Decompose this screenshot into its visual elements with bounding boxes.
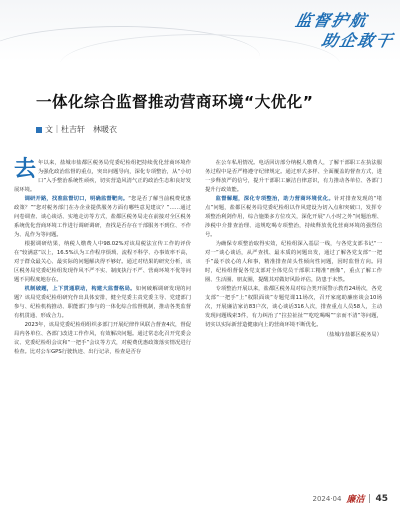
paragraph-text: 年以来，盐城市盐都区税务局党委纪检组把持续优化营商环境作为强化政治监督的重点，突出问题导向，深化专项整治，从“小切口”入手整治系统性顽疾，切实营造风清气正的政治生态和良好发展环境。 xyxy=(14,160,191,193)
paragraph xyxy=(205,159,382,195)
paragraph-text: 2023年，该局党委纪检组组织多部门开展纪律作风联合督查4次，督促局内各单位、各部门改进工作作风，有效解决问题。通过常态化召开党委会议、党委纪检组会议和“一把手”会议等方式，对税费优惠政策落实情况进行检查。比对公车GPS行驶轨迹、出行记录，检查是否存 xyxy=(14,322,191,355)
header-banner xyxy=(0,0,400,62)
article-title: 一体化综合监督推动营商环境“大优化” xyxy=(36,93,314,111)
byline xyxy=(36,124,117,135)
byline-text: 文｜杜吉轩 林暖衣 xyxy=(45,125,117,134)
paragraph xyxy=(205,331,382,340)
footer-divider xyxy=(369,494,370,503)
paragraph-text: 专项整治开展以来，盐都区税务局对综合类开展警示教育24场次，各党支部“一把手”上“权限面谈”专题党课11场次，召开家庭助廉座谈会10场次，开展廉洁家访83户次，谈心谈话316人次，排查重点人员58人，主动发现问题线索3件，有力纠治了“拉拉扯扯”“吃吃喝喝”“亲而不清”等问题，切实以实际新营造健康向上的营商环境不断优化。 xyxy=(205,286,382,328)
magazine-logo: 廉洁 xyxy=(346,495,365,505)
page-footer xyxy=(313,492,389,505)
paragraph-text: 为确保专项整治取得实效，纪检组深入基层一线，与各党支部书记“一对一”谈心谈话，从严查找、最本质的问题出发，通过了解各党支部“一把手”最不放心的人和事，精准排查苗头性倾向性问题，因时监督方向。同时，纪检组督促各党支部对全体党员干部职工精准“画像”，重点了解工作圈、生活圈、朋友圈，提醒其对做好风险评估，防患于未然。 xyxy=(205,241,382,283)
paragraph-text: 根据调研结果，纳税人缴费人中98.02%对该局税法宣传工作的评价在“较满意”以上，16.5%认为工作程序烦琐、流程不科学、办事效率不高，对于群众最关心、最实际的问题解决得不够好。通过对结果的研究分析，该区税务局党委纪检组发现作风不严不实、制度执行不严、营商环境不优等问题不同程度地存在。 xyxy=(14,241,191,283)
section-subheading: 机制破题，上下贯通联动，构建大监督格局。 xyxy=(24,286,136,292)
paragraph xyxy=(205,240,382,285)
paragraph xyxy=(205,285,382,330)
paragraph-text: 在公车私用情况。电话回访部分纳税人缴费人，了解干部职工在执法服务过程中是否严格遵守纪律规定。通过形式多样、全面覆盖的督查方式，进一步释放严的信号，提升干部职工廉洁自律意识，有力推动各单位、各部门提升行政效能。 xyxy=(205,160,382,193)
slogan-line-2: 助企敢干 xyxy=(319,31,396,50)
article-column-left xyxy=(14,156,191,357)
slogan-line-1: 监督护航 xyxy=(293,11,370,30)
paragraph-text: （盐城市盐都区税务局） xyxy=(323,332,382,338)
paragraph-text: 如何破解调研发现的问题？该局党委纪检组研究作出具体安排，健全党委主责党委主导、党建部门参与、纪检机构推动、职能部门参与的一体化综合监督机制，推动各类监督有机贯通、形成合力。 xyxy=(14,286,191,319)
issue-date: 2024·04 xyxy=(312,494,342,503)
paragraph xyxy=(14,156,191,195)
square-bullet-icon xyxy=(36,127,42,133)
page-number: 45 xyxy=(375,493,388,504)
paragraph-text: “您是否了解当前税费优惠政策？”“您对税务部门在办企业提供服务方面有哪些意见建议？”……通过问卷调查、谈心谈话、实地走访等方式，盐都区税务局走在前接对全区税务系统优化营商环境工作进行调研调研，查找是否存在干部服务不到位、不作为、乱作为等问题。 xyxy=(14,196,191,238)
article-column-right xyxy=(205,159,382,340)
paragraph xyxy=(14,321,191,357)
paragraph xyxy=(14,285,191,321)
paragraph-text: 针对排查发现的“堵点”问题，盐都区税务局党委纪检组以作风建设为切入点和突破口，发挥专项整治利剑作用，综合施策多方位攻关，深化开展“八小时之外”问题治理、涉税中介排查治理、违规吃喝专项整治，持续释放优化营商环境的强烈信号。 xyxy=(205,196,382,238)
paragraph xyxy=(14,195,191,240)
paragraph xyxy=(14,240,191,285)
section-subheading: 监督解题，深化专项整治，助力营商环境优化。 xyxy=(215,196,335,202)
drop-cap: 去 xyxy=(14,156,37,182)
section-subheading: 调研开路，找准监督切口，明确监督靶向。 xyxy=(24,196,129,202)
paragraph xyxy=(205,195,382,240)
